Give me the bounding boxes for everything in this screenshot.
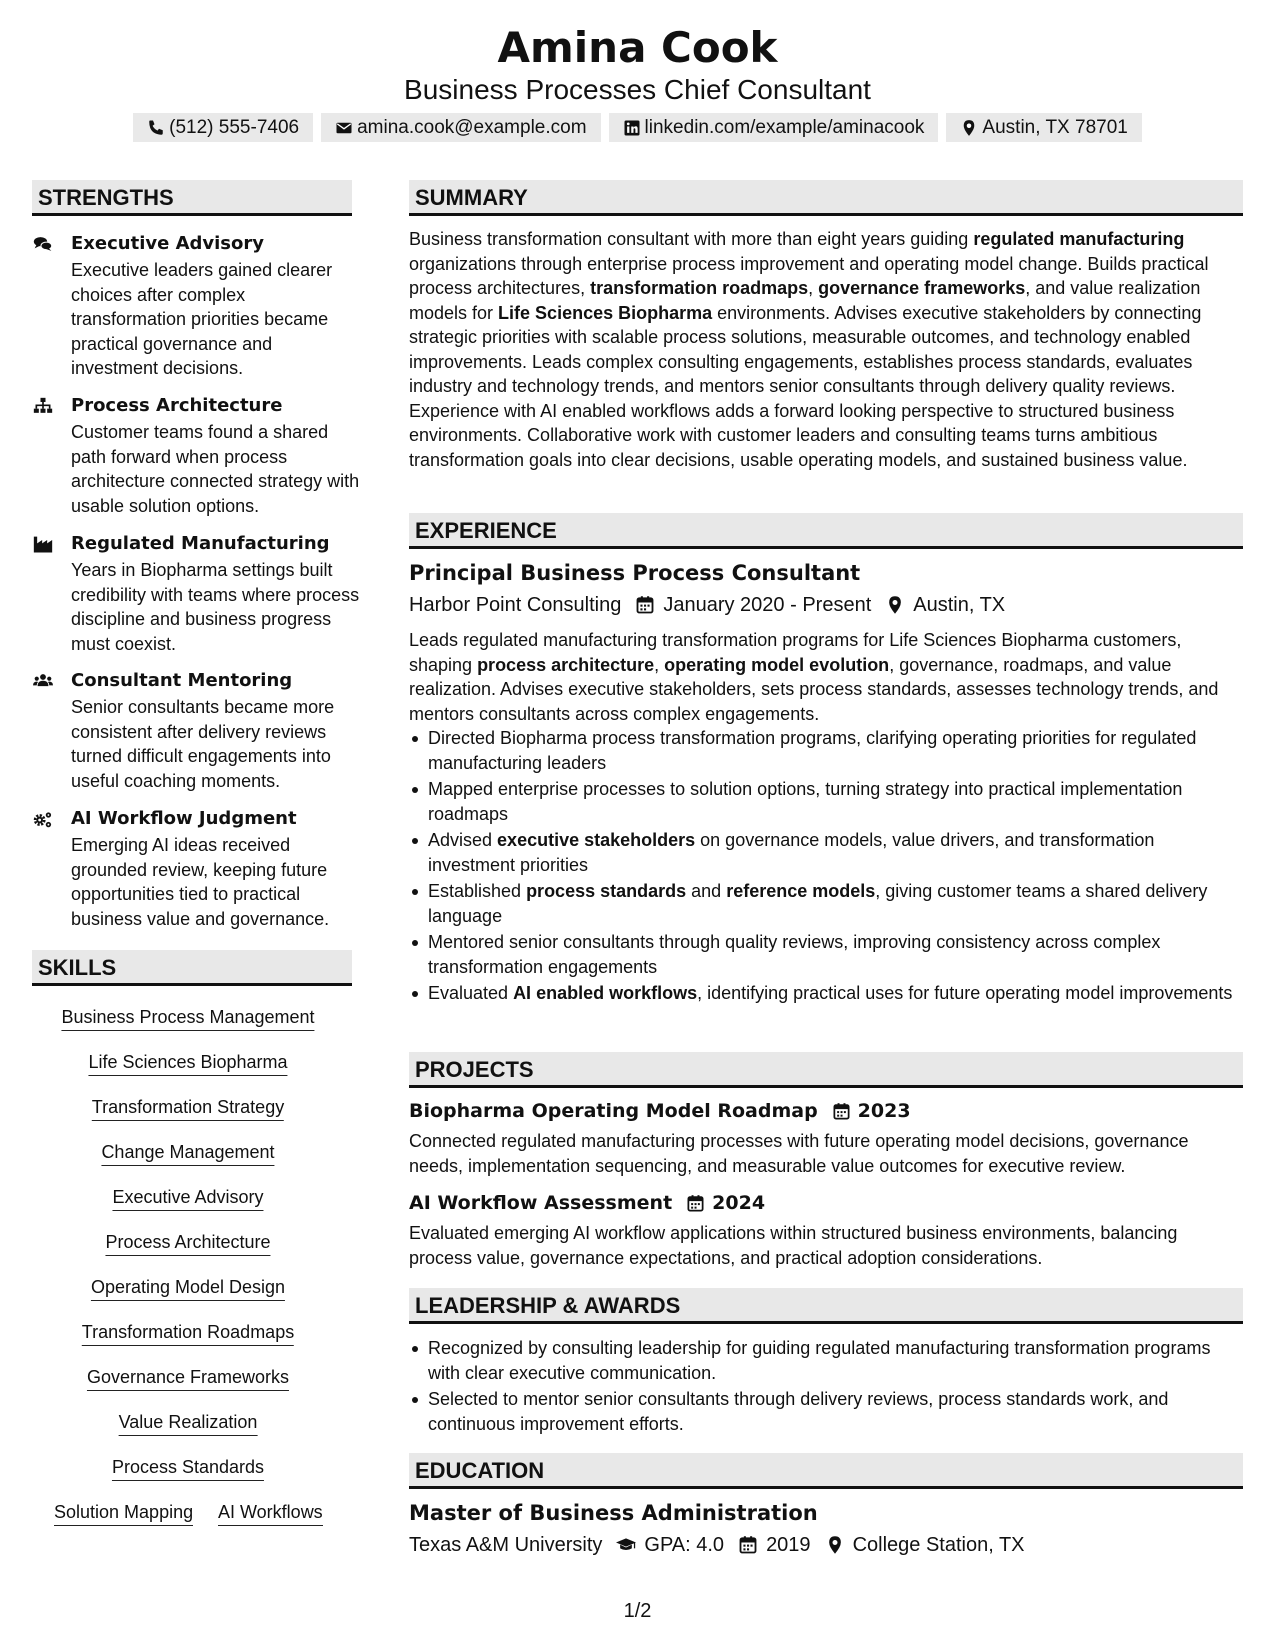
- skill-tag: Business Process Management: [61, 1005, 314, 1031]
- education-heading: EDUCATION: [409, 1453, 1243, 1489]
- skill-tag: Process Standards: [112, 1455, 264, 1481]
- strengths-heading: STRENGTHS: [32, 180, 352, 216]
- map-pin-icon: [885, 595, 905, 615]
- text-run: , giving customer teams a shared delivery language: [428, 881, 1208, 926]
- page-number: 1/2: [623, 1600, 652, 1622]
- contact-email[interactable]: [321, 113, 600, 142]
- location-text: Austin, TX 78701: [982, 116, 1128, 138]
- text-run: Mapped enterprise processes to solution options, turning strategy into practical implementation roadmaps: [428, 779, 1183, 824]
- project-title: Biopharma Operating Model Roadmap: [409, 1100, 818, 1122]
- skill-tag: Executive Advisory: [112, 1185, 263, 1211]
- strength-title: Executive Advisory: [71, 233, 264, 254]
- experience-heading: EXPERIENCE: [409, 513, 1243, 549]
- project-desc: Evaluated emerging AI workflow applications within structured business environments, balancing process value, governance expectations, and practical adoption considerations.: [409, 1223, 1178, 1268]
- summary-text: [409, 227, 1243, 472]
- text-run: , identifying practical uses for future operating model improvements: [697, 983, 1233, 1003]
- text-run: ,: [654, 654, 665, 675]
- text-run: ,: [808, 278, 819, 298]
- cogs-icon: [32, 810, 54, 830]
- phone-text: (512) 555-7406: [169, 116, 300, 138]
- graduation-cap-icon: [616, 1535, 636, 1555]
- leadership-item: Recognized by consulting leadership for guiding regulated manufacturing transformation programs with clear executive communication.: [409, 1336, 1243, 1385]
- bold-text: governance frameworks: [818, 278, 1026, 298]
- skill-tag: AI Workflows: [218, 1500, 323, 1526]
- bold-text: regulated manufacturing: [973, 229, 1185, 249]
- text-run: Evaluated: [428, 983, 514, 1003]
- text-run: Business transformation consultant with more than eight years guiding: [409, 229, 974, 249]
- bold-text: executive stakeholders: [497, 830, 696, 850]
- strength-title: Consultant Mentoring: [71, 670, 293, 691]
- text-run: Advised: [428, 830, 498, 850]
- strength-title: AI Workflow Judgment: [71, 808, 297, 829]
- strength-desc: Executive leaders gained clearer choices after complex transformation priorities became practical governance and investment decisions.: [71, 260, 333, 378]
- industry-icon: [32, 535, 54, 555]
- project-title: AI Workflow Assessment: [409, 1192, 673, 1214]
- envelope-icon: [335, 119, 353, 137]
- education-year: 2019: [766, 1534, 811, 1556]
- leadership-item: Selected to mentor senior consultants through delivery reviews, process standards work, and continuous improvement efforts.: [409, 1387, 1243, 1436]
- education-gpa: GPA: 4.0: [644, 1534, 725, 1556]
- text-run: and: [686, 881, 727, 901]
- bold-text: process standards: [526, 881, 687, 901]
- email-text: amina.cook@example.com: [357, 116, 587, 138]
- job-dates: January 2020 - Present: [663, 594, 872, 616]
- text-run: , and value realization models for: [409, 278, 1201, 323]
- skill-tag: Governance Frameworks: [87, 1365, 289, 1391]
- strength-desc: Emerging AI ideas received grounded review, keeping future opportunities tied to practical business value and governance.: [71, 835, 330, 929]
- job-location: Austin, TX: [913, 594, 1006, 616]
- project-title-row: [409, 1098, 911, 1124]
- bold-text: operating model evolution: [664, 654, 890, 675]
- job-bullets: [409, 726, 1243, 1008]
- bold-text: process architecture: [477, 654, 655, 675]
- bullet-item: [409, 828, 1243, 877]
- project-desc: Connected regulated manufacturing processes with future operating model decisions, governance needs, implementation sequencing, and measurable value outcomes for executive review.: [409, 1131, 1189, 1176]
- text-run: on governance models, value drivers, and transformation investment priorities: [428, 830, 1155, 875]
- skill-tag: Process Architecture: [105, 1230, 270, 1256]
- sitemap-icon: [32, 397, 54, 417]
- education-school: Texas A&M University: [409, 1534, 603, 1556]
- linkedin-text: linkedin.com/example/aminacook: [644, 116, 925, 138]
- contact-bar: [0, 113, 1275, 142]
- strength-title: Process Architecture: [71, 395, 283, 416]
- education-location: College Station, TX: [852, 1534, 1025, 1556]
- project-year: 2024: [712, 1192, 766, 1214]
- calendar-icon: [738, 1535, 758, 1555]
- bullet-item: [409, 981, 1243, 1006]
- candidate-title: Business Processes Chief Consultant: [404, 74, 871, 105]
- bullet-item: [409, 726, 1243, 775]
- job-role: Principal Business Process Consultant: [409, 561, 861, 585]
- text-run: Leads regulated manufacturing transformation programs for Life Sciences Biopharma customers, shaping: [409, 630, 1182, 675]
- text-run: Mentored senior consultants through quality reviews, improving consistency across complex transformation engagements: [428, 932, 1161, 977]
- bullet-item: [409, 879, 1243, 928]
- skill-tag: Change Management: [101, 1140, 274, 1166]
- bullet-item: [409, 777, 1243, 826]
- project-year: 2023: [857, 1100, 911, 1122]
- strength-title: Regulated Manufacturing: [71, 533, 330, 554]
- calendar-icon: [686, 1194, 705, 1213]
- project-title-row: [409, 1190, 765, 1216]
- text-run: Directed Biopharma process transformation programs, clarifying operating priorities for regulated manufacturing leaders: [428, 728, 1197, 773]
- candidate-name: Amina Cook: [497, 23, 778, 72]
- calendar-icon: [635, 595, 655, 615]
- comments-icon: [32, 235, 54, 255]
- skill-tag: Value Realization: [119, 1410, 258, 1436]
- skill-tag: Operating Model Design: [91, 1275, 285, 1301]
- bold-text: reference models: [726, 881, 876, 901]
- text-run: organizations through enterprise process improvement and operating model change. Builds practical process architectures,: [409, 253, 1209, 298]
- bullet-item: [409, 930, 1243, 979]
- summary-heading: SUMMARY: [409, 180, 1243, 216]
- contact-linkedin[interactable]: [609, 113, 939, 142]
- bold-text: Life Sciences Biopharma: [498, 302, 713, 323]
- phone-icon: [147, 119, 165, 137]
- linkedin-icon: [623, 119, 641, 137]
- contact-phone[interactable]: [133, 113, 313, 142]
- education-degree: Master of Business Administration: [409, 1501, 818, 1525]
- contact-location: [946, 113, 1141, 142]
- education-meta: [409, 1531, 1025, 1559]
- job-company: Harbor Point Consulting: [409, 594, 622, 616]
- calendar-icon: [832, 1102, 851, 1121]
- skill-tag: Solution Mapping: [54, 1500, 193, 1526]
- leadership-heading: LEADERSHIP & AWARDS: [409, 1288, 1243, 1324]
- job-meta: [409, 591, 1005, 619]
- bold-text: AI enabled workflows: [513, 983, 698, 1003]
- strength-desc: Customer teams found a shared path forward when process architecture connected strategy with usable solution options.: [71, 422, 360, 516]
- skills-heading: SKILLS: [32, 950, 352, 986]
- skill-tag: Life Sciences Biopharma: [88, 1050, 287, 1076]
- skill-tag: Transformation Strategy: [92, 1095, 284, 1121]
- map-pin-icon: [825, 1535, 845, 1555]
- leadership-bullets: [409, 1336, 1243, 1438]
- strength-desc: Senior consultants became more consistent after delivery reviews turned difficult engagements into useful coaching moments.: [71, 697, 335, 791]
- text-run: environments. Advises executive stakeholders by connecting strategic priorities with scalable process solutions, measurable outcomes, and technology enabled improvements. Leads complex consulting engagements, establishes process standards, evaluates industry and technology trends, and mentors senior consultants through delivery quality reviews. Experience with AI enabled workflows adds a forward looking perspective to structured business environments. Collaborative work with customer leaders and consulting teams turns ambitious transformation goals into clear decisions, usable operating models, and sustained business value.: [409, 302, 1202, 470]
- projects-heading: PROJECTS: [409, 1052, 1243, 1088]
- text-run: Established: [428, 881, 527, 901]
- job-intro: [409, 628, 1243, 726]
- users-icon: [32, 672, 54, 692]
- bold-text: transformation roadmaps: [590, 278, 809, 298]
- map-pin-icon: [960, 119, 978, 137]
- strength-desc: Years in Biopharma settings built credibility with teams where process discipline and business progress must coexist.: [71, 560, 360, 654]
- skill-tag: Transformation Roadmaps: [82, 1320, 294, 1346]
- text-run: , governance, roadmaps, and value realization. Advises executive stakeholders, sets process standards, assesses technology trends, and mentors consultants across complex engagements.: [409, 654, 1219, 724]
